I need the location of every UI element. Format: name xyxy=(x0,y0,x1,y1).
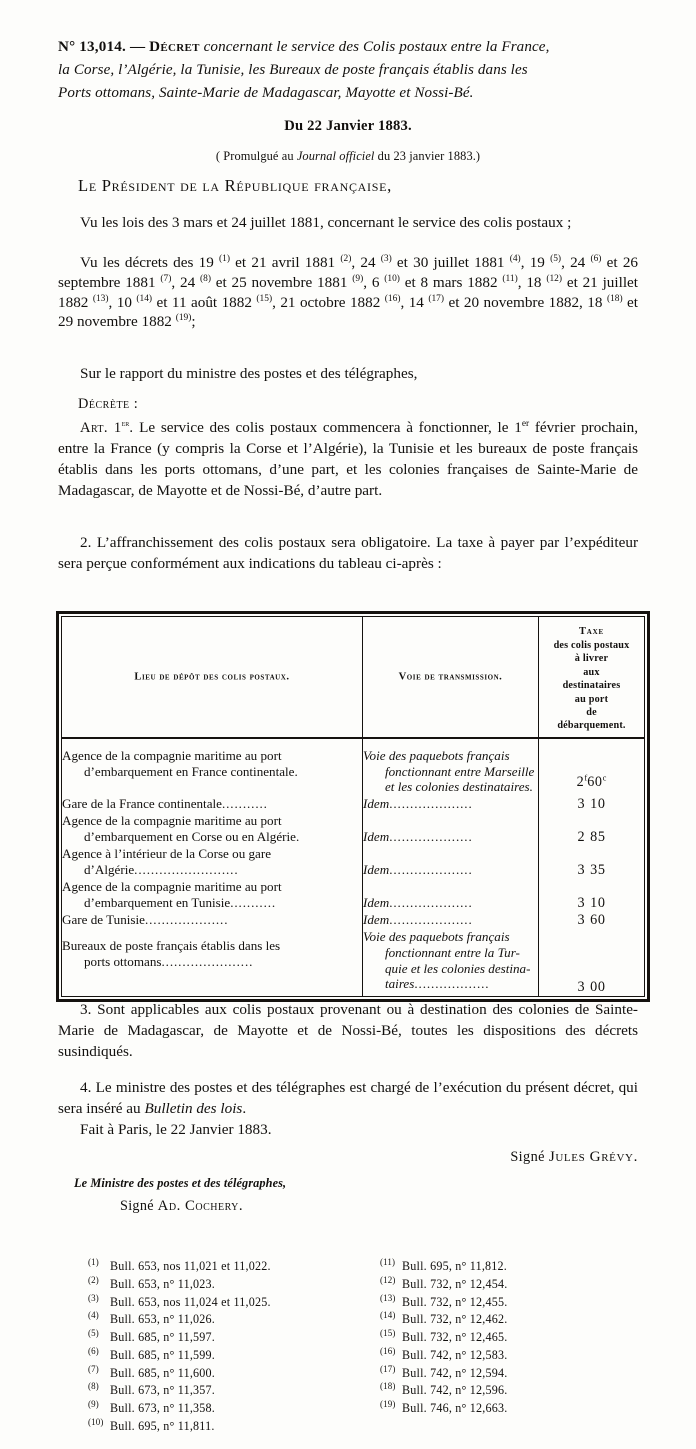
footnote-item: (12) Bull. 732, n° 12,454. xyxy=(380,1274,508,1291)
footnote-item: (7) Bull. 685, n° 11,600. xyxy=(88,1363,216,1380)
signature-minister xyxy=(58,1198,696,1215)
signature-prefix: Signé xyxy=(510,1149,549,1165)
spacer xyxy=(539,879,644,895)
row-5-place: Agence de la compagnie maritime au port d’embarquement en Tunisie........... xyxy=(62,879,282,910)
article-3: 3. Sont applicables aux colis postaux provenant ou à destination des colonies de Sainte-Marie de Madagascar, de Mayotte et de Nossi-Bé, toutes les dispositions des décrets susindiqués. xyxy=(58,1001,638,1060)
title-line-2: la Corse, l’Algérie, la Tunisie, les Bureaux de poste français établis dans les xyxy=(58,61,528,78)
row-6-via: Idem.................... xyxy=(363,912,539,929)
article-4-text-post: . xyxy=(242,1099,247,1117)
footnote-item: (14) Bull. 732, n° 12,462. xyxy=(380,1310,508,1327)
spacer xyxy=(62,739,362,748)
footnote-item: (6) Bull. 685, n° 11,599. xyxy=(88,1345,216,1362)
promulgation-note xyxy=(58,149,638,164)
row-3-rate: 2 85 xyxy=(539,813,645,846)
decree-number: N° 13,014. — xyxy=(58,39,146,55)
footnote-item: (15) Bull. 732, n° 12,465. xyxy=(380,1328,508,1345)
preamble-vu-decrets: Vu les décrets des 19 $^{(1)}$ et 21 avril 1881 $^{(2)}$, 24 $^{(3)}$ et 30 juillet 1881 $^{(4)}$, 19 $^{(5)}$, 24 $^{(6)}$ et 26 septembre 1881 $^{(7)}$, 24 $^{(8)}$ et 25 novembre 1881 $^{(9)}$, 6 $^{(10)}$ et 8 mars 1882 $^{(11)}$, 18 $^{(12)}$ et 21 juillet 1882 $^{(13)}$, 10 $^{(14)}$ et 11 août 1882 $^{(15)}$, 21 octobre 1882 $^{(16)}$, 14 $^{(17)}$ et 20 novembre 1882, 18 $^{(18)}$ et 29 novembre 1882 $^{(19)}$; xyxy=(58,253,639,331)
row-7-via: Voie des paquebots français fonctionnant entre la Tur- quie et les colonies destina- taires.................. xyxy=(363,929,539,996)
footnote-item: (17) Bull. 742, n° 12,594. xyxy=(380,1363,508,1380)
row-1-via: Voie des paquebots français fonctionnant entre Marseille et les colonies destinataires. xyxy=(363,738,539,796)
journal-officiel-name: Journal officiel xyxy=(296,149,375,163)
decree-date: Du 22 Janvier 1883. xyxy=(284,118,412,134)
row-3-place: Agence de la compagnie maritime au port d’embarquement en Corse ou en Algérie. xyxy=(62,813,300,844)
spacer xyxy=(363,846,538,862)
row-7-rate: 3 00 xyxy=(539,929,645,996)
spacer xyxy=(363,813,538,829)
footnotes-right-column xyxy=(380,1258,646,1436)
header-taxe xyxy=(539,617,645,738)
footnote-item: (4) Bull. 653, n° 11,026. xyxy=(88,1310,216,1327)
footnote-item: (13) Bull. 732, n° 12,455. xyxy=(380,1292,508,1309)
footnote-item: (8) Bull. 673, n° 11,357. xyxy=(88,1381,216,1398)
row-2-place: Gare de la France continentale........... xyxy=(62,796,268,812)
preamble-rapport: Sur le rapport du ministre des postes et des télégraphes, xyxy=(80,365,418,382)
tariff-table-frame xyxy=(56,611,650,1002)
row-2-via: Idem.................... xyxy=(363,796,539,813)
signature-name-grevy: Jules Grévy. xyxy=(548,1148,638,1165)
promulgation-prefix: ( Promulgué au xyxy=(215,149,297,163)
table-row xyxy=(62,738,644,796)
preamble-vu-lois: Vu les lois des 3 mars et 24 juillet 1881, concernant le service des colis postaux ; xyxy=(80,214,572,231)
tariff-table-body xyxy=(62,738,644,996)
header-lieu-depot: Lieu de dépôt des colis postaux. xyxy=(62,617,363,738)
tariff-table-inner-border xyxy=(61,616,645,997)
row-5-via: Idem.................... xyxy=(363,879,539,912)
article-4 xyxy=(58,1078,638,1120)
article-4-text-pre: 4. Le ministre des postes et des télégraphes est chargé de l’exécution du présent décret, qui sera inséré au xyxy=(58,1079,638,1117)
row-3-via: Idem.................... xyxy=(363,813,539,846)
spacer xyxy=(539,813,644,829)
footnote-item: (5) Bull. 685, n° 11,597. xyxy=(88,1328,216,1345)
tariff-table xyxy=(62,617,644,996)
row-2-rate: 3 10 xyxy=(539,796,645,813)
minister-caption: Le Ministre des postes et des télégraphes, xyxy=(74,1176,287,1190)
row-5-rate: 3 10 xyxy=(539,879,645,912)
signature-name-cochery: Ad. Cochery. xyxy=(157,1198,244,1214)
footnotes xyxy=(88,1258,648,1436)
table-row xyxy=(62,796,644,813)
table-row xyxy=(62,929,644,996)
spacer xyxy=(539,739,644,748)
article-1-label: Art. 1er. xyxy=(80,418,134,436)
spacer xyxy=(539,846,644,862)
spacer xyxy=(363,739,538,748)
footnote-item: (3) Bull. 653, nos 11,024 et 11,025. xyxy=(88,1292,271,1309)
footnote-item: (11) Bull. 695, n° 11,812. xyxy=(380,1256,508,1273)
article-2: 2. L’affranchissement des colis postaux sera obligatoire. La taxe à payer par l’expéditeur sera perçue conformément aux indications du tableau ci-après : xyxy=(58,534,638,572)
footnote-item: (9) Bull. 673, n° 11,358. xyxy=(88,1399,216,1416)
footnote-item: (1) Bull. 653, nos 11,021 et 11,022. xyxy=(88,1256,271,1273)
bulletin-des-lois-title: Bulletin des lois xyxy=(144,1099,243,1117)
document-title xyxy=(58,36,638,105)
table-row xyxy=(62,879,644,912)
table-row xyxy=(62,912,644,929)
row-4-via: Idem.................... xyxy=(363,846,539,879)
decree-keyword: Décret xyxy=(149,39,200,55)
row-6-rate: 3 60 xyxy=(539,912,645,929)
title-line-3: Ports ottomans, Sainte-Marie de Madagascar, Mayotte et Nossi-Bé. xyxy=(58,84,474,101)
row-6-place: Gare de Tunisie.................... xyxy=(62,912,229,928)
row-1-rate: 2$^f$60$^c$ xyxy=(539,738,645,796)
fait-a-paris: Fait à Paris, le 22 Janvier 1883. xyxy=(80,1121,272,1138)
title-line-1: concernant le service des Colis postaux entre la France, xyxy=(203,39,550,55)
row-7-place: Bureaux de poste français établis dans les ports ottomans...................... xyxy=(62,929,363,996)
footnote-item: (2) Bull. 653, n° 11,023. xyxy=(88,1274,216,1291)
tariff-header-row xyxy=(62,617,644,738)
table-row xyxy=(62,813,644,846)
spacer xyxy=(539,748,644,774)
row-1-place: Agence de la compagnie maritime au port d’embarquement en France continentale. xyxy=(62,738,363,796)
footnote-item: (19) Bull. 746, n° 12,663. xyxy=(380,1399,508,1416)
footnote-item: (10) Bull. 695, n° 11,811. xyxy=(88,1416,215,1433)
tariff-table-head xyxy=(62,617,644,738)
president-heading: Le Président de la République française, xyxy=(78,176,392,195)
header-voie-transmission: Voie de transmission. xyxy=(363,617,539,738)
header-taxe-block: Taxe des colis postaux à livrer aux destinataires au port de débarquement. xyxy=(553,626,630,732)
footnote-item: (18) Bull. 742, n° 12,596. xyxy=(380,1381,508,1398)
promulgation-suffix: du 23 janvier 1883.) xyxy=(374,149,481,163)
spacer xyxy=(62,929,362,938)
footnote-item: (16) Bull. 742, n° 12,583. xyxy=(380,1345,508,1362)
signature-president xyxy=(58,1148,696,1166)
row-4-place: Agence à l’intérieur de la Corse ou gare d’Algérie......................... xyxy=(62,846,272,877)
article-1: Art. 1er. Le service des colis postaux commencera à fonctionner, le 1er février prochain, entre la France (y compris la Corse et l’Algérie), la Tunisie et les bureaux de poste français établis dans les ports ottomans, d’une part, et les colonies françaises de Sainte-Marie de Madagascar, de Mayotte et de Nossi-Bé, d’autre part. xyxy=(58,418,638,499)
row-4-rate: 3 35 xyxy=(539,846,645,879)
footnotes-left-column xyxy=(88,1258,354,1436)
decrete-label: Décrète : xyxy=(78,396,139,412)
signature-prefix: Signé xyxy=(120,1198,158,1214)
table-row xyxy=(62,846,644,879)
spacer xyxy=(539,929,644,979)
spacer xyxy=(363,879,538,895)
